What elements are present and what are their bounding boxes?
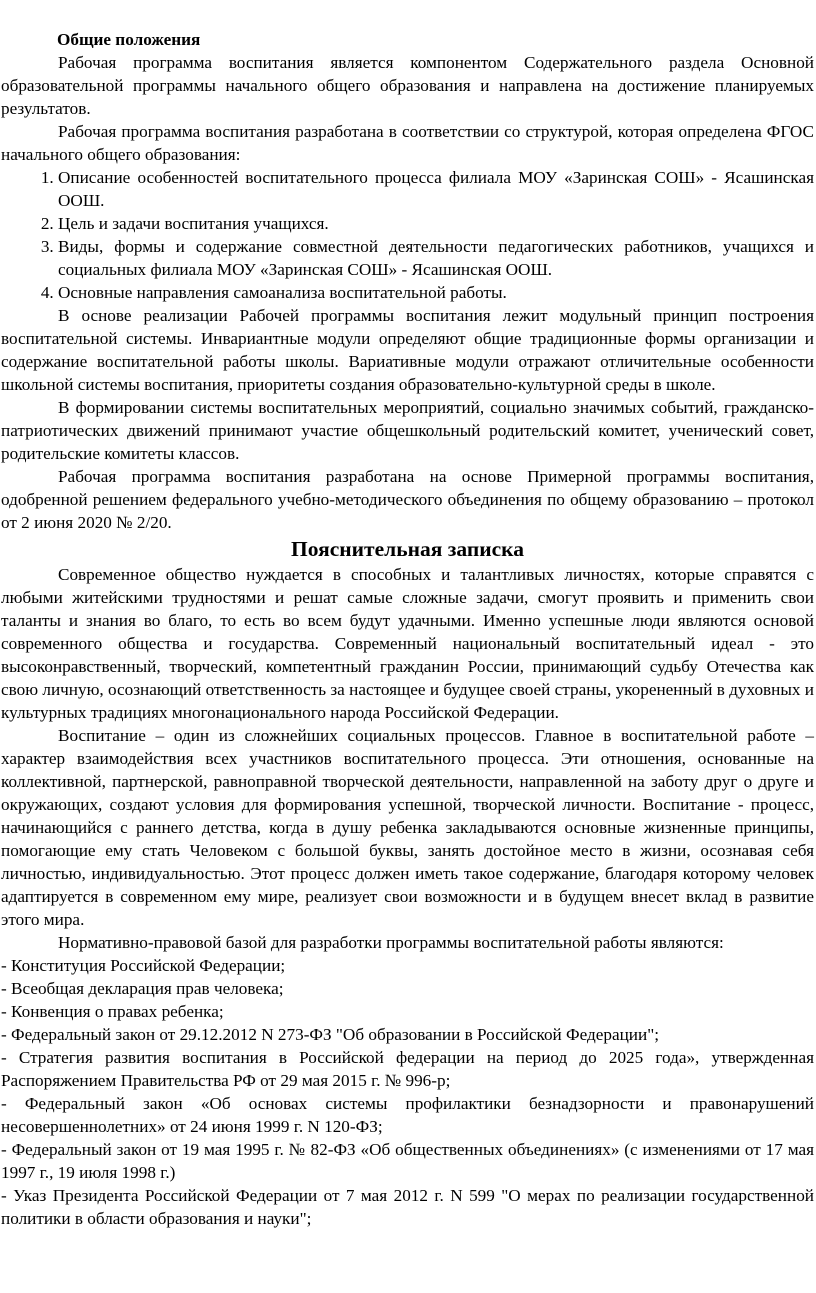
legal-doc-item: - Всеобщая декларация прав человека; (1, 979, 284, 998)
paragraph: В основе реализации Рабочей программы воспитания лежит модульный принцип построения воспитательной системы. Инвариантные модули определяют общие традиционные формы организации и содержание воспитательной работы школы. Вариативные модули отражают отличительные особенности школьной системы воспитания, приоритеты создания образовательно-культурной среды в школе. (1, 306, 814, 394)
legal-doc-item: - Конституция Российской Федерации; (1, 956, 286, 975)
legal-doc-item: - Конвенция о правах ребенка; (1, 1002, 224, 1021)
paragraph: В формировании системы воспитательных мероприятий, социально значимых событий, гражданско-патриотических движений принимают участие общешкольный родительский комитет, ученический совет, родительские комитеты классов. (1, 398, 814, 463)
legal-doc-item: - Федеральный закон «Об основах системы профилактики безнадзорности и правонарушений несовершеннолетних» от 24 июня 1999 г. N 120-ФЗ; (1, 1094, 814, 1136)
legal-doc-item: - Указ Президента Российской Федерации от 7 мая 2012 г. N 599 "О мерах по реализации государственной политики в области образования и науки"; (1, 1186, 814, 1228)
list-item: 4. Основные направления самоанализа воспитательной работы. (58, 281, 814, 304)
legal-doc-item: - Федеральный закон от 29.12.2012 N 273-ФЗ "Об образовании в Российской Федерации"; (1, 1025, 659, 1044)
paragraph: Нормативно-правовой базой для разработки программы воспитательной работы являются: (58, 933, 724, 952)
paragraph: Рабочая программа воспитания является компонентом Содержательного раздела Основной образовательной программы начального общего образования и направлена на достижение планируемых результатов. (1, 53, 814, 118)
paragraph: Воспитание – один из сложнейших социальных процессов. Главное в воспитательной работе – характер взаимодействия всех участников воспитательного процесса. Эти отношения, основанные на коллективной, партнерской, равноправной творческой деятельности, направленной на заботу друг о друге и окружающих, создают условия для формирования успешной, творческой личности. Воспитание - процесс, начинающийся с раннего детства, когда в душу ребенка закладываются основные жизненные принципы, помогающие ему стать Человеком с большой буквы, занять достойное место в жизни, осознавая себя личностью, индивидуальностью. Этот процесс должен иметь такое содержание, благодаря которому человек адаптируется в современном ему мире, реализует свои возможности и в будущем внесет вклад в развитие этого мира. (1, 726, 814, 929)
structure-list (1, 166, 814, 304)
section-title-explanatory-note: Пояснительная записка (291, 537, 524, 561)
legal-doc-item: - Стратегия развития воспитания в Российской федерации на период до 2025 года», утвержденная Распоряжением Правительства РФ от 29 мая 2015 г. № 996-р; (1, 1048, 814, 1090)
legal-doc-item: - Федеральный закон от 19 мая 1995 г. № 82-ФЗ «Об общественных объединениях» (с изменениями от 17 мая 1997 г., 19 июля 1998 г.) (1, 1140, 814, 1182)
list-item: 1. Описание особенностей воспитательного процесса филиала МОУ «Заринская СОШ» - Ясашинская ООШ. (58, 166, 814, 212)
list-item: 3. Виды, формы и содержание совместной деятельности педагогических работников, учащихся и социальных филиала МОУ «Заринская СОШ» - Ясашинская ООШ. (58, 235, 814, 281)
paragraph: Современное общество нуждается в способных и талантливых личностях, которые справятся с любыми житейскими трудностями и решат самые сложные задачи, смогут проявить и применить свои таланты и знания во благо, то есть во всем будут удачными. Именно успешные люди являются основой современного общества и государства. Современный национальный воспитательный идеал - это высоконравственный, творческий, компетентный гражданин России, принимающий судьбу Отечества как свою личную, осознающий ответственность за настоящее и будущее своей страны, укорененный в духовных и культурных традициях многонационального народа Российской Федерации. (1, 565, 814, 722)
list-item: 2. Цель и задачи воспитания учащихся. (58, 212, 814, 235)
document-body (1, 28, 814, 1230)
section-heading-general: Общие положения (57, 30, 201, 49)
paragraph: Рабочая программа воспитания разработана на основе Примерной программы воспитания, одобренной решением федерального учебно-методического объединения по общему образованию – протокол от 2 июня 2020 № 2/20. (1, 467, 814, 532)
paragraph: Рабочая программа воспитания разработана в соответствии со структурой, которая определена ФГОС начального общего образования: (1, 122, 814, 164)
